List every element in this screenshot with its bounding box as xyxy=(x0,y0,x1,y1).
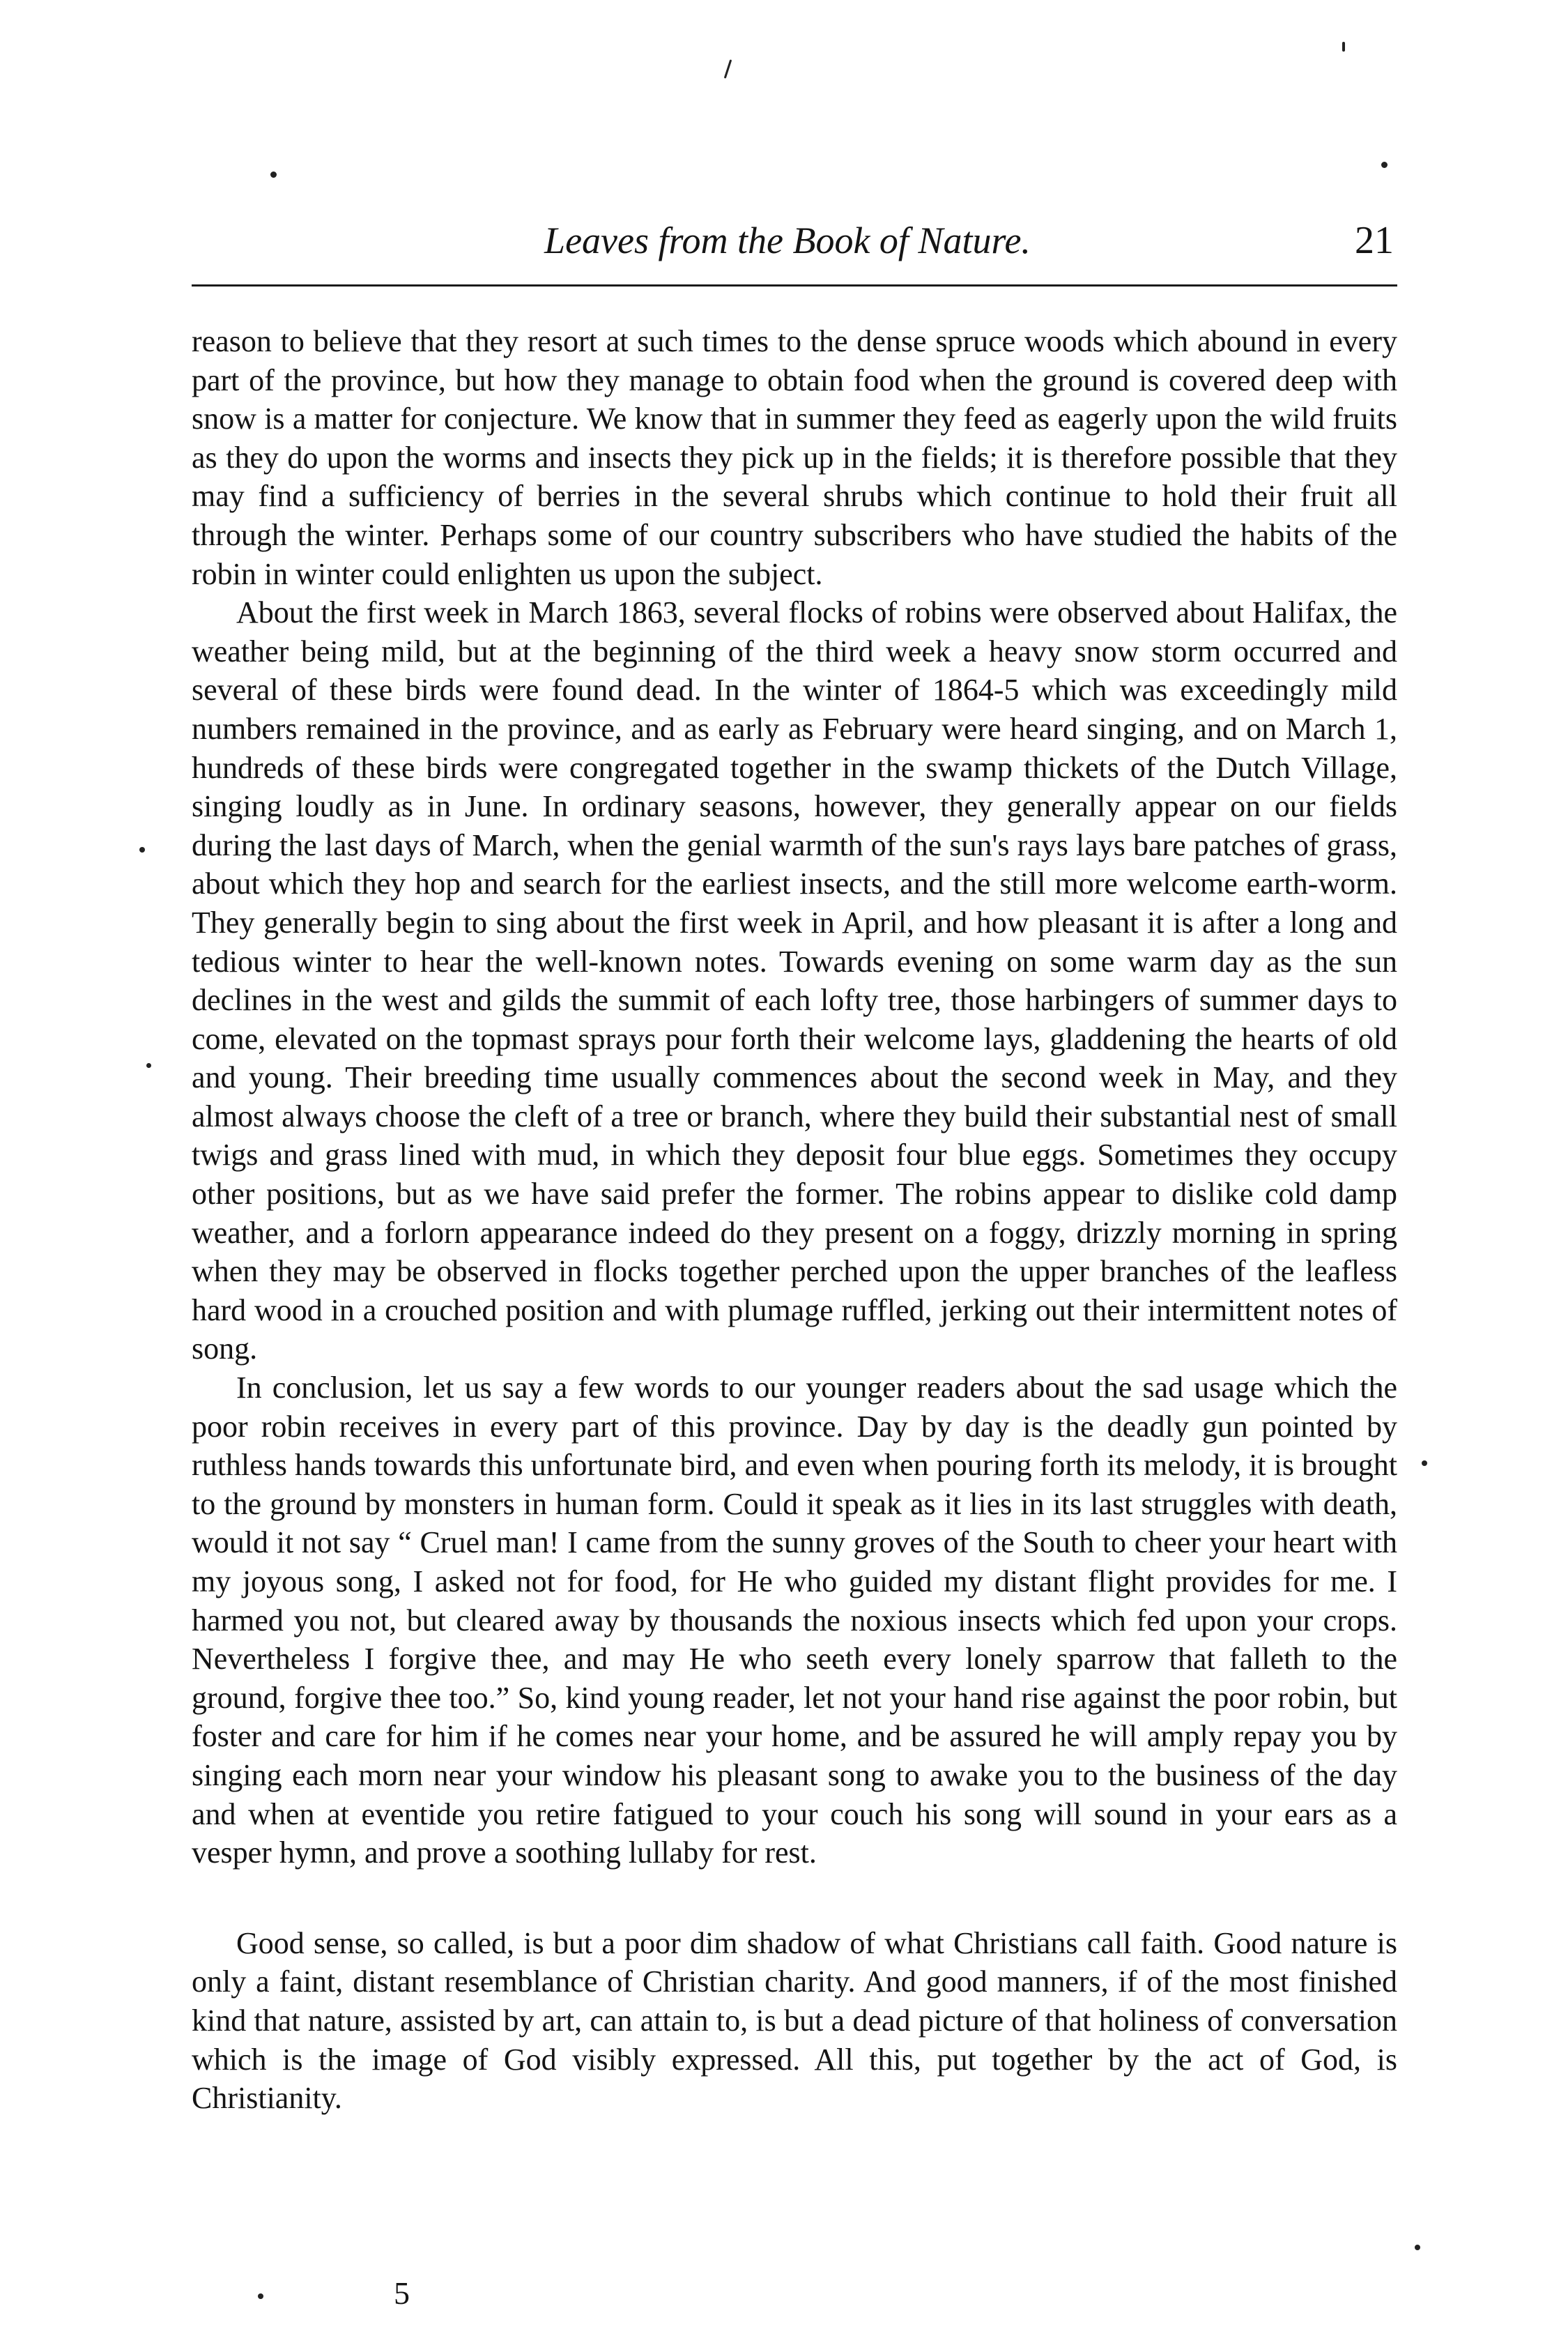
scan-speck xyxy=(1415,2245,1420,2250)
scan-speck xyxy=(1342,42,1345,52)
header-rule xyxy=(192,284,1397,287)
scan-speck xyxy=(1381,162,1388,168)
paragraph-continued: reason to believe that they resort at such times to the dense spruce woods which abound in every part of the province, but how they manage to obtain food when the ground is covered deep with snow is a matter for conjecture. We know that in summer they feed as eagerly upon the wild fruits as they do upon the worms and insects they pick up in the fields; it is therefore possible that they may find a sufficiency of berries in the several shrubs which continue to hold their fruit all through the winter. Perhaps some of our country subscribers who have studied the habits of the robin in winter could enlighten us upon the subject. xyxy=(192,324,1397,591)
scan-speck xyxy=(1422,1460,1427,1466)
paragraph-good-sense: Good sense, so called, is but a poor dim shadow of what Christians call faith. Good nature is only a faint, distant resemblance of Christian charity. And good manners, if of the most finished kind that nature, assisted by art, can attain to, is but a dead picture of that holiness of conversation which is the image of God visibly expressed. All this, put together by the act of God, is Christianity. xyxy=(192,1925,1397,2116)
scan-speck xyxy=(258,2293,263,2299)
scan-speck xyxy=(139,847,145,853)
scan-speck xyxy=(146,1063,151,1068)
paragraph-conclusion: In conclusion, let us say a few words to our younger readers about the sad usage which the poor robin receives in every part of this province. Day by day is the deadly gun pointed by ruthless hands towards this unfortunate bird, and even when pouring forth its melody, it is brought to the ground by monsters in human form. Could it speak as it lies in its last struggles with death, would it not say “ Cruel man! I came from the sunny groves of the South to cheer your heart with my joyous song, I asked not for food, for He who guided my distant flight provides for me. I harmed you not, but cleared away by thousands the noxious insects which fed upon your crops. Nevertheless I forgive thee, and may He who seeth every lonely sparrow that falleth to the ground, forgive thee too.” So, kind young reader, let not your hand rise against the poor robin, but foster and care for him if he comes near your home, and be assured he will amply repay you by singing each morn near your window his pleasant song to awake you to the business of the day and when at eventide you retire fatigued to your couch his song will sound in your ears as a vesper hymn, and prove a soothing lullaby for rest. xyxy=(192,1370,1397,1870)
scan-speck xyxy=(270,171,277,178)
paragraph-robin-arrival: About the first week in March 1863, several flocks of robins were observed about Halifax, the weather being mild, but at the beginning of the third week a heavy snow storm occurred and several of these birds were found dead. In the winter of 1864-5 which was exceedingly mild numbers remained in the province, and as early as February were heard singing, and on March 1, hundreds of these birds were congregated together in the swamp thickets of the Dutch Village, singing loudly as in June. In ordinary seasons, however, they generally appear on our fields during the last days of March, when the genial warmth of the sun's rays lays bare patches of grass, about which they hop and search for the earliest insects, and the still more welcome earth-worm. They generally begin to sing about the first week in April, and how pleasant it is after a long and tedious winter to hear the well-known notes. Towards evening on some warm day as the sun declines in the west and gilds the summit of each lofty tree, those harbingers of summer days to come, elevated on the topmast sprays pour forth their welcome lays, gladdening the hearts of old and young. Their breeding time usually commences about the second week in May, and they almost always choose the cleft of a tree or branch, where they build their substantial nest of small twigs and grass lined with mud, in which they deposit four blue eggs. Sometimes they occupy other positions, but as we have said prefer the former. The robins appear to dislike cold damp weather, and a forlorn appearance indeed do they present on a foggy, drizzly morning in spring when they may be observed in flocks together perched upon the upper branches of the leafless hard wood in a crouched position and with plumage ruffled, jerking out their intermittent notes of song. xyxy=(192,595,1397,1366)
section-gap xyxy=(192,1872,1397,1924)
article-body xyxy=(192,322,1397,2118)
scan-speck xyxy=(724,59,732,79)
running-head xyxy=(181,209,1394,272)
signature-mark: 5 xyxy=(394,2275,410,2311)
running-title: Leaves from the Book of Nature. xyxy=(544,220,1031,261)
page-number: 21 xyxy=(1355,219,1394,262)
